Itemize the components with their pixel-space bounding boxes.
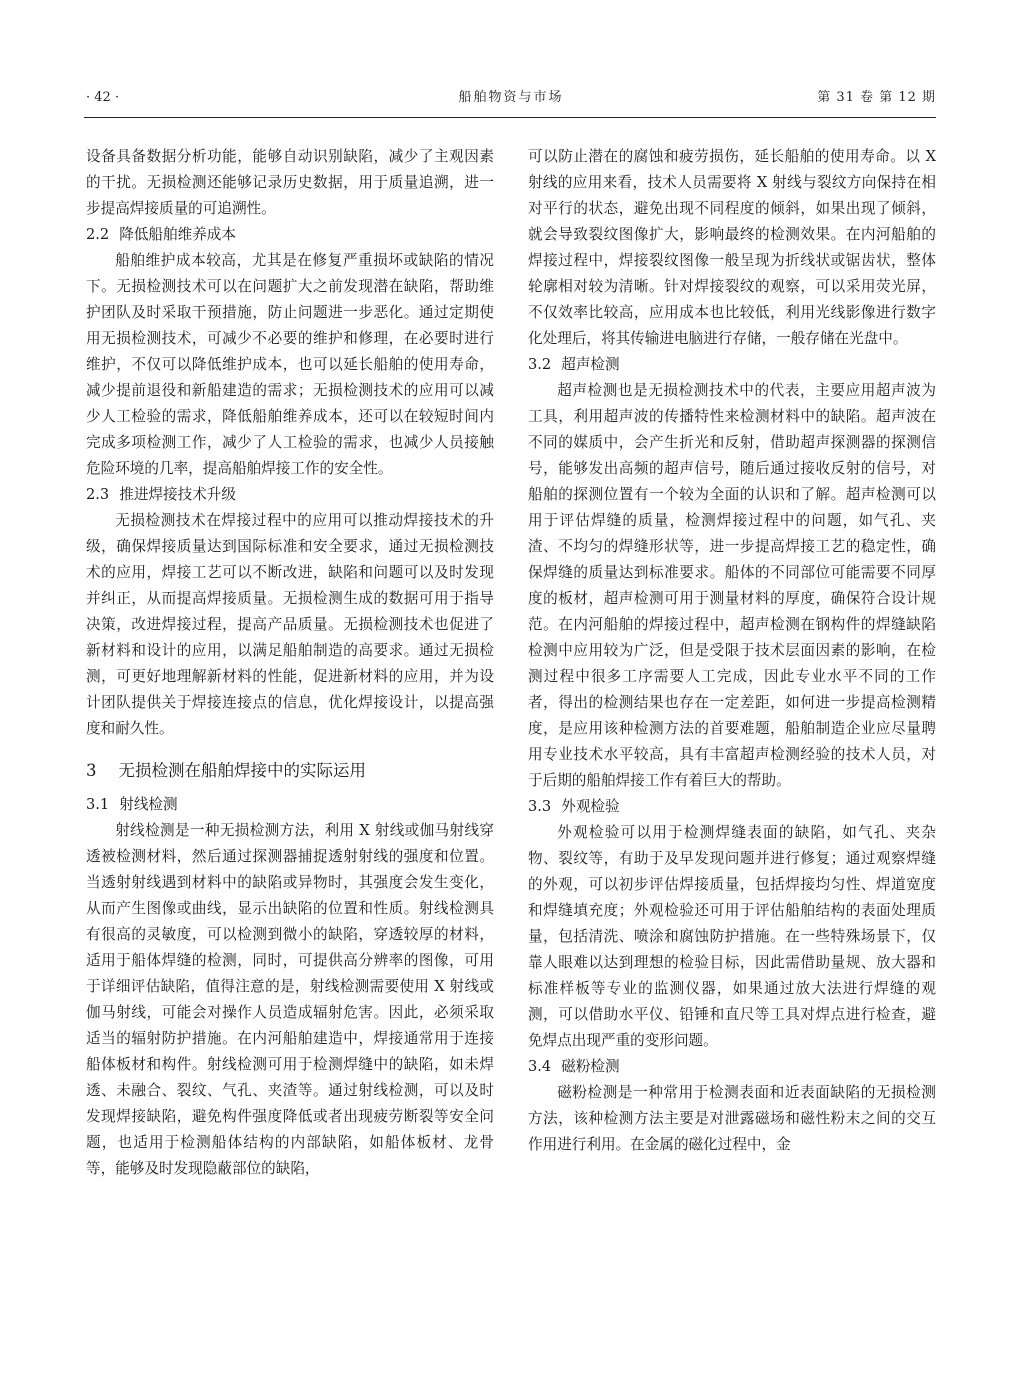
section-heading-3 xyxy=(86,756,494,786)
paragraph-2-2: 船舶维护成本较高，尤其是在修复严重损坏或缺陷的情况下。无损检测技术可以在问题扩大之前发现潜在缺陷，帮助维护团队及时采取干预措施，防止问题进一步恶化。通过定期使用无损检测技术，可减少不必要的维护和修理，在必要时进行维护，不仅可以降低维护成本，也可以延长船舶的使用寿命，减少提前退役和新船建造的需求；无损检测技术的应用可以减少人工检验的需求，降低船舶维养成本，还可以在较短时间内完成多项检测工作，减少了人工检验的需求，也减少人员接触危险环境的几率，提高船舶焊接工作的安全性。 xyxy=(86,252,494,477)
section-number: 3.4 xyxy=(528,1058,552,1075)
section-heading-2-3 xyxy=(86,482,494,508)
section-number: 2.3 xyxy=(86,486,110,503)
section-heading-3-2 xyxy=(528,352,936,378)
left-column xyxy=(86,144,494,1182)
running-header xyxy=(86,88,936,108)
section-title: 射线检测 xyxy=(119,796,178,813)
section-heading-3-3 xyxy=(528,794,936,820)
paragraph-continued: 设备具备数据分析功能，能够自动识别缺陷，减少了主观因素的干扰。无损检测还能够记录历史数据，用于质量追溯，进一步提高焊接质量的可追溯性。 xyxy=(86,148,494,217)
section-title: 降低船舶维养成本 xyxy=(119,226,236,243)
section-title: 无损检测在船舶焊接中的实际运用 xyxy=(118,761,366,780)
section-number: 3.3 xyxy=(528,798,552,815)
paragraph-continued: 可以防止潜在的腐蚀和疲劳损伤，延长船舶的使用寿命。以 X 射线的应用来看，技术人员需要将 X 射线与裂纹方向保持在相对平行的状态，避免出现不同程度的倾斜，如果出现了倾斜，就会导致裂纹图像扩大，影响最终的检测效果。在内河船舶的焊接过程中，焊接裂纹图像一般呈现为折线状或锯齿状，整体轮廓相对较为清晰。针对焊接裂纹的观察，可以采用荧光屏，不仅效率比较高，应用成本也比较低，利用光线影像进行数字化处理后，将其传输进电脑进行存储，一般存储在光盘中。 xyxy=(528,148,936,347)
paragraph-3-4: 磁粉检测是一种常用于检测表面和近表面缺陷的无损检测方法，该种检测方法主要是对泄露磁场和磁性粉末之间的交互作用进行利用。在金属的磁化过程中，金 xyxy=(528,1084,936,1153)
section-title: 超声检测 xyxy=(561,356,620,373)
paragraph-2-3: 无损检测技术在焊接过程中的应用可以推动焊接技术的升级，确保焊接质量达到国际标准和安全要求，通过无损检测技术的应用，焊接工艺可以不断改进，缺陷和问题可以及时发现并纠正，从而提高焊接质量。无损检测生成的数据可用于指导决策，改进焊接过程，提高产品质量。无损检测技术也促进了新材料和设计的应用，以满足船舶制造的高要求。通过无损检测，可更好地理解新材料的性能，促进新材料的应用，并为设计团队提供关于焊接连接点的信息，优化焊接设计，以提高强度和耐久性。 xyxy=(86,512,494,737)
section-heading-3-4 xyxy=(528,1054,936,1080)
section-number: 3.2 xyxy=(528,356,552,373)
section-heading-2-2 xyxy=(86,222,494,248)
page-number: · 42 · xyxy=(86,90,120,105)
journal-title: 船舶物资与市场 xyxy=(458,90,564,105)
issue-info: 第 31 卷 第 12 期 xyxy=(817,90,936,105)
section-number: 3.1 xyxy=(86,796,110,813)
paragraph-3-2: 超声检测也是无损检测技术中的代表，主要应用超声波为工具，利用超声波的传播特性来检测材料中的缺陷。超声波在不同的媒质中，会产生折光和反射，借助超声探测器的探测信号，能够发出高频的超声信号，随后通过接收反射的信号，对船舶的探测位置有一个较为全面的认识和了解。超声检测可以用于评估焊缝的质量，检测焊接过程中的问题，如气孔、夹渣、不均匀的焊缝形状等，进一步提高焊接工艺的稳定性，确保焊缝的质量达到标准要求。船体的不同部位可能需要不同厚度的板材，超声检测可用于测量材料的厚度，确保符合设计规范。在内河船舶的焊接过程中，超声检测在钢构件的焊缝缺陷检测中应用较为广泛，但是受限于技术层面因素的影响，在检测过程中很多工序需要人工完成，因此专业水平不同的工作者，得出的检测结果也存在一定差距，如何进一步提高检测精度，是应用该种检测方法的首要难题，船舶制造企业应尽量聘用专业技术水平较高，具有丰富超声检测经验的技术人员，对于后期的船舶焊接工作有着巨大的帮助。 xyxy=(528,382,936,789)
right-column xyxy=(528,144,936,1158)
paragraph-3-3: 外观检验可以用于检测焊缝表面的缺陷，如气孔、夹杂物、裂纹等，有助于及早发现问题并进行修复；通过观察焊缝的外观，可以初步评估焊接质量，包括焊接均匀性、焊道宽度和焊缝填充度；外观检验还可用于评估船舶结构的表面处理质量，包括清洗、喷涂和腐蚀防护措施。在一些特殊场景下，仅靠人眼难以达到理想的检验目标，因此需借助量规、放大器和标准样板等专业的监测仪器，如果通过放大法进行焊缝的观测，可以借助水平仪、铅锤和直尺等工具对焊点进行检查，避免焊点出现严重的变形问题。 xyxy=(528,824,936,1049)
paragraph-3-1: 射线检测是一种无损检测方法，利用 X 射线或伽马射线穿透被检测材料，然后通过探测器捕捉透射射线的强度和位置。当透射射线遇到材料中的缺陷或异物时，其强度会发生变化，从而产生图像或曲线，显示出缺陷的位置和性质。射线检测具有很高的灵敏度，可以检测到微小的缺陷，穿透较厚的材料，适用于船体焊缝的检测，同时，可提供高分辨率的图像，可用于详细评估缺陷，值得注意的是，射线检测需要使用 X 射线或伽马射线，可能会对操作人员造成辐射危害。因此，必须采取适当的辐射防护措施。在内河船舶建造中，焊接通常用于连接船体板材和构件。射线检测可用于检测焊缝中的缺陷，如未焊透、未融合、裂纹、气孔、夹渣等。通过射线检测，可以及时发现焊接缺陷，避免构件强度降低或者出现疲劳断裂等安全问题，也适用于检测船体结构的内部缺陷，如船体板材、龙骨等，能够及时发现隐蔽部位的缺陷， xyxy=(86,822,494,1177)
section-number: 3 xyxy=(86,761,97,780)
section-title: 磁粉检测 xyxy=(561,1058,620,1075)
section-heading-3-1 xyxy=(86,792,494,818)
section-title: 外观检验 xyxy=(561,798,620,815)
section-title: 推进焊接技术升级 xyxy=(119,486,236,503)
header-rule xyxy=(84,117,936,118)
section-number: 2.2 xyxy=(86,226,110,243)
